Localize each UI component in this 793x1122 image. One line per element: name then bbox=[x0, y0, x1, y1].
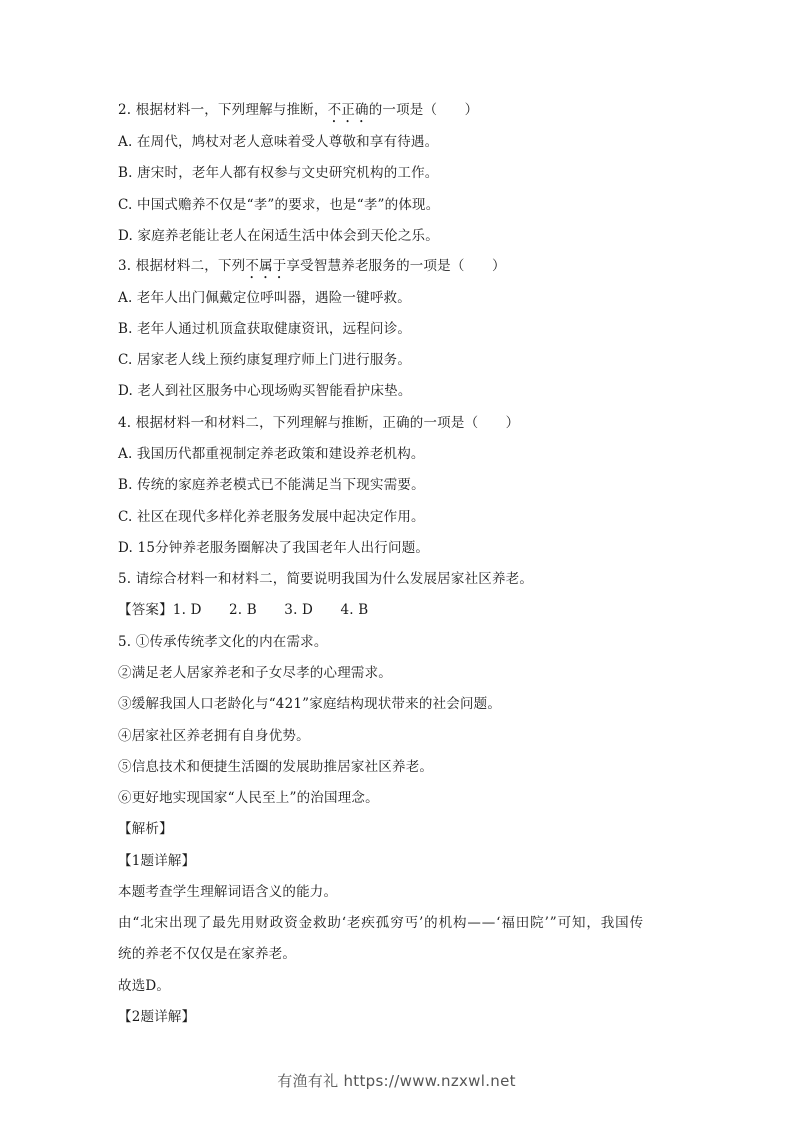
question-3-option-c: C. 居家老人线上预约康复理疗师上门进行服务。 bbox=[118, 352, 412, 368]
question-2-emphasis: 不正确 bbox=[327, 102, 369, 118]
analysis-q2-heading: 【2题详解】 bbox=[118, 1009, 196, 1025]
question-4-option-a: A. 我国历代都重视制定养老政策和建设养老机构。 bbox=[118, 446, 425, 462]
question-2-stem: 2. 根据材料一，下列理解与推断，不正确的一项是（ ） bbox=[118, 102, 479, 118]
answer-point-1: 5. ①传承传统孝文化的内在需求。 bbox=[118, 634, 328, 650]
analysis-q1-line-4: 故选D。 bbox=[118, 978, 171, 994]
question-5-stem: 5. 请综合材料一和材料二，简要说明我国为什么发展居家社区养老。 bbox=[118, 571, 534, 587]
analysis-q1-line-3: 统的养老不仅仅是在家养老。 bbox=[118, 946, 297, 962]
answer-point-6: ⑥更好地实现国家“人民至上”的治国理念。 bbox=[118, 790, 379, 806]
analysis-q1-heading: 【1题详解】 bbox=[118, 853, 196, 869]
question-2-option-a: A. 在周代，鸠杖对老人意味着受人尊敬和享有待遇。 bbox=[118, 134, 439, 150]
answer-point-2: ②满足老人居家养老和子女尽孝的心理需求。 bbox=[118, 665, 392, 681]
question-3-emphasis: 不属于 bbox=[245, 258, 287, 274]
question-4-stem: 4. 根据材料一和材料二，下列理解与推断，正确的一项是（ ） bbox=[118, 415, 520, 431]
analysis-q1-line-1: 本题考查学生理解词语含义的能力。 bbox=[118, 884, 338, 900]
question-3-stem: 3. 根据材料二，下列不属于享受智慧养老服务的一项是（ ） bbox=[118, 258, 506, 274]
answer-point-3: ③缓解我国人口老龄化与“421”家庭结构现状带来的社会问题。 bbox=[118, 696, 502, 712]
question-3-option-b: B. 老年人通过机顶盒获取健康资讯，远程问诊。 bbox=[118, 321, 412, 337]
question-2-option-d: D. 家庭养老能让老人在闲适生活中体会到天伦之乐。 bbox=[118, 228, 439, 244]
analysis-q1-line-2: 由“北宋出现了最先用财政资金救助‘老疾孤穷丐’的机构——‘福田院’”可知，我国传 bbox=[118, 915, 644, 931]
question-4-option-c: C. 社区在现代多样化养老服务发展中起决定作用。 bbox=[118, 509, 425, 525]
question-2-option-c: C. 中国式赡养不仅是“孝”的要求，也是“孝”的体现。 bbox=[118, 197, 440, 213]
footer-watermark: 有渔有礼 https://www.nzxwl.net bbox=[277, 1072, 516, 1090]
answer-heading: 【答案】1. D 2. B 3. D 4. B bbox=[118, 602, 369, 618]
question-3-option-a: A. 老年人出门佩戴定位呼叫器，遇险一键呼救。 bbox=[118, 290, 411, 306]
analysis-heading: 【解析】 bbox=[118, 821, 173, 837]
answer-point-5: ⑤信息技术和便捷生活圈的发展助推居家社区养老。 bbox=[118, 759, 434, 775]
question-4-option-b: B. 传统的家庭养老模式已不能满足当下现实需要。 bbox=[118, 477, 425, 493]
answer-point-4: ④居家社区养老拥有自身优势。 bbox=[118, 728, 310, 744]
question-2-option-b: B. 唐宋时，老年人都有权参与文史研究机构的工作。 bbox=[118, 165, 439, 181]
question-4-option-d: D. 15分钟养老服务圈解决了我国老年人出行问题。 bbox=[118, 540, 430, 556]
question-3-option-d: D. 老人到社区服务中心现场购买智能看护床垫。 bbox=[118, 383, 412, 399]
